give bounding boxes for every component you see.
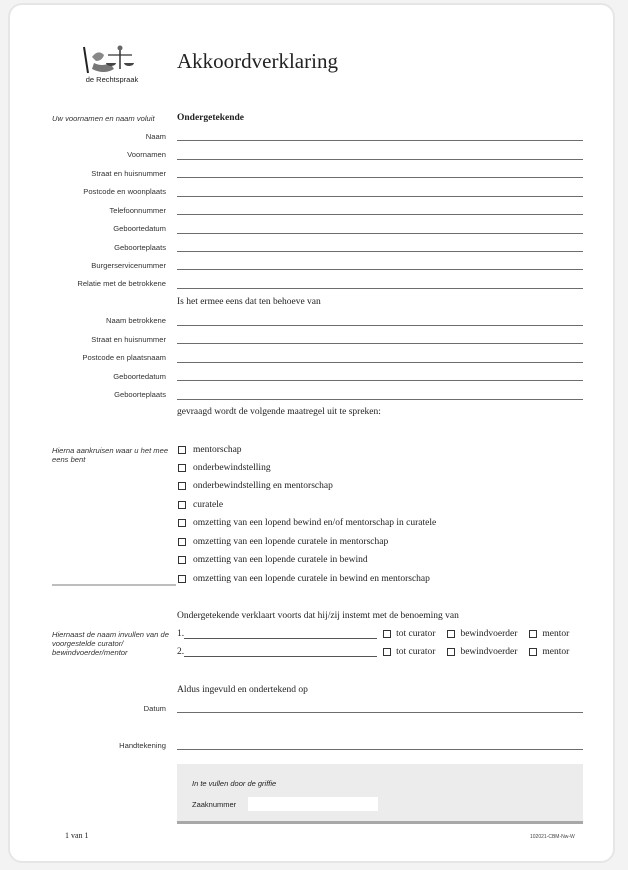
field-label-geboorteplaats-betrokkene: Geboorteplaats (114, 390, 166, 399)
option-bewindvoerder-1[interactable]: bewindvoerder (447, 629, 517, 639)
input-geboortedatum-betrokkene[interactable] (177, 380, 583, 381)
logo-text: de Rechtspraak (85, 75, 139, 84)
field-label-geboortedatum-betrokkene: Geboortedatum (113, 372, 166, 381)
field-label-postcode-betrokkene: Postcode en plaatsnaam (82, 353, 166, 362)
option-mentor-2[interactable]: mentor (529, 647, 569, 657)
field-label-straat-betrokkene: Straat en huisnummer (91, 335, 166, 344)
checkbox-icon[interactable] (178, 482, 186, 490)
field-label-relatie: Relatie met de betrokkene (77, 279, 166, 288)
checkbox-icon[interactable] (529, 648, 537, 656)
checkbox-icon[interactable] (178, 446, 186, 454)
input-geboortedatum[interactable] (177, 233, 583, 234)
option-curatele[interactable]: curatele (178, 500, 223, 510)
input-telefoon[interactable] (177, 214, 583, 215)
field-label-datum: Datum (143, 704, 166, 713)
section-divider (52, 584, 176, 586)
section-heading-ondergetekende: Ondergetekende (177, 113, 245, 123)
document-page (8, 3, 615, 863)
option-bewindvoerder-2[interactable]: bewindvoerder (447, 647, 517, 657)
input-bsn[interactable] (177, 269, 583, 270)
input-postcode-betrokkene[interactable] (177, 362, 583, 363)
field-label-postcode: Postcode en woonplaats (83, 187, 166, 196)
benoeming-row-2: 2. tot curator bewindvoerder mentor (177, 647, 570, 657)
checkbox-icon[interactable] (383, 648, 391, 656)
checkbox-icon[interactable] (529, 630, 537, 638)
benoeming-row-1: 1. tot curator bewindvoerder mentor (177, 629, 570, 639)
input-voornamen[interactable] (177, 159, 583, 160)
option-omzetting-curatele-bewind[interactable]: omzetting van een lopende curatele in bewind (178, 555, 368, 565)
checkbox-icon[interactable] (383, 630, 391, 638)
field-label-bsn: Burgerservicenummer (91, 261, 166, 270)
side-label-maatregel: Hierna aankruisen waar u het mee eens bent (52, 446, 169, 464)
griffie-title: In te vullen door de griffie (192, 779, 277, 788)
option-mentor-1[interactable]: mentor (529, 629, 569, 639)
field-label-naam-betrokkene: Naam betrokkene (106, 316, 166, 325)
option-mentorschap[interactable]: mentorschap (178, 445, 242, 455)
input-straat[interactable] (177, 177, 583, 178)
griffie-box (177, 764, 583, 824)
field-label-telefoon: Telefoonnummer (109, 206, 166, 215)
input-naam[interactable] (177, 140, 583, 141)
section-heading-betrokkene: Is het ermee eens dat ten behoeve van (177, 297, 321, 307)
field-label-voornamen: Voornamen (127, 150, 166, 159)
checkbox-icon[interactable] (178, 519, 186, 527)
field-label-zaaknummer: Zaaknummer (192, 800, 237, 809)
input-geboorteplaats[interactable] (177, 251, 583, 252)
checkbox-icon[interactable] (178, 575, 186, 583)
input-relatie[interactable] (177, 288, 583, 289)
input-handtekening[interactable] (177, 749, 583, 750)
checkbox-icon[interactable] (178, 464, 186, 472)
input-straat-betrokkene[interactable] (177, 343, 583, 344)
form-code: 102021-CBM-Nw-W (530, 834, 575, 840)
field-label-handtekening: Handtekening (119, 741, 166, 750)
input-datum[interactable] (177, 712, 583, 713)
option-onderbewind-mentorschap[interactable]: onderbewindstelling en mentorschap (178, 481, 333, 491)
checkbox-icon[interactable] (447, 630, 455, 638)
option-tot-curator-1[interactable]: tot curator (383, 629, 435, 639)
field-label-geboortedatum: Geboortedatum (113, 224, 166, 233)
checkbox-icon[interactable] (178, 501, 186, 509)
page-title: Akkoordverklaring (177, 49, 338, 73)
input-benoeming-2[interactable] (184, 647, 377, 657)
checkbox-icon[interactable] (178, 556, 186, 564)
option-onderbewindstelling[interactable]: onderbewindstelling (178, 463, 271, 473)
input-geboorteplaats-betrokkene[interactable] (177, 399, 583, 400)
side-label-benoeming: Hiernaast de naam invullen van de voorgestelde curator/ bewindvoerder/mentor (52, 630, 169, 657)
option-tot-curator-2[interactable]: tot curator (383, 647, 435, 657)
section-closing-betrokkene: gevraagd wordt de volgende maatregel uit te spreken: (177, 407, 381, 417)
option-omzetting-curatele-bewind-mentorschap[interactable]: omzetting van een lopende curatele in bewind en mentorschap (178, 574, 430, 584)
input-postcode[interactable] (177, 196, 583, 197)
page-number: 1 van 1 (65, 831, 89, 840)
option-omzetting-curatele-mentorschap[interactable]: omzetting van een lopende curatele in mentorschap (178, 537, 388, 547)
field-label-geboorteplaats: Geboorteplaats (114, 243, 166, 252)
input-zaaknummer[interactable] (248, 797, 378, 811)
section-heading-benoeming: Ondergetekende verklaart voorts dat hij/zij instemt met de benoeming van (177, 611, 459, 621)
checkbox-icon[interactable] (178, 538, 186, 546)
checkbox-icon[interactable] (447, 648, 455, 656)
input-benoeming-1[interactable] (184, 629, 377, 639)
field-label-naam: Naam (145, 132, 166, 141)
section-heading-ondertekening: Aldus ingevuld en ondertekend op (177, 685, 308, 695)
field-label-straat: Straat en huisnummer (91, 169, 166, 178)
option-omzetting-bewind-curatele[interactable]: omzetting van een lopend bewind en/of mentorschap in curatele (178, 518, 436, 528)
input-naam-betrokkene[interactable] (177, 325, 583, 326)
side-label-ondergetekende: Uw voornamen en naam voluit (52, 114, 155, 123)
